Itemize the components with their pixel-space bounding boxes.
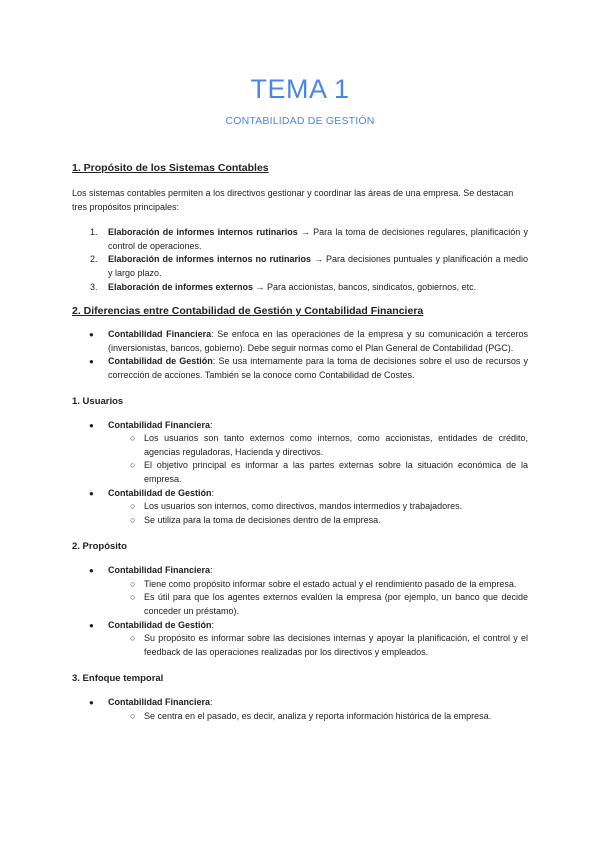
sub-list <box>108 710 528 724</box>
list-item: ● Contabilidad de Gestión: ○ Los usuarios son internos, como directivos, mandos intermedios y trabajadores. ○ Se utiliza para la toma de decisiones dentro de la empresa. <box>72 487 528 528</box>
section-heading-propositos: 1. Propósito de los Sistemas Contables <box>72 162 269 174</box>
sub-list <box>108 578 528 619</box>
list-item: ● Contabilidad de Gestión: ○ Su propósito es informar sobre las decisiones internas y apoyar la planificación, el control y el feedback de las operaciones realizadas por los directivos y empleados. <box>72 619 528 660</box>
sub-list-item: ○ Los usuarios son tanto externos como internos, como accionistas, entidades de crédito, agencias reguladoras, Hacienda y directivos. <box>130 433 528 457</box>
section-intro: Los sistemas contables permiten a los directivos gestionar y coordinar las áreas de una empresa. Se destacan tres propósitos principales: <box>72 188 514 212</box>
sub-list-item: ○ Se centra en el pasado, es decir, analiza y reporta información histórica de la empresa. <box>130 711 492 722</box>
bullet-list-enfoque <box>72 696 528 723</box>
sub-list-item: ○ Se utiliza para la toma de decisiones dentro de la empresa. <box>130 514 381 525</box>
page-title: TEMA 1 <box>250 74 350 104</box>
list-item: ● Contabilidad de Gestión: Se usa internamente para la toma de decisiones sobre el uso de recursos y corrección de acciones. También se la conoce como Contabilidad de Costes. <box>89 356 528 380</box>
numbered-list-propositos <box>72 226 528 294</box>
list-item: 1. Elaboración de informes internos rutinarios → Para la toma de decisiones regulares, planificación y control de operaciones. <box>90 227 528 251</box>
subheading-proposito: 2. Propósito <box>72 541 127 553</box>
sub-list <box>108 432 528 486</box>
sub-list <box>108 632 528 659</box>
page-subtitle: CONTABILIDAD DE GESTIÓN <box>225 115 375 127</box>
bullet-list-diferencias <box>72 328 528 382</box>
sub-list-item: ○ Su propósito es informar sobre las decisiones internas y apoyar la planificación, el control y el feedback de las operaciones realizadas por los directivos y empleados. <box>130 633 528 657</box>
sub-list-item: ○ Tiene como propósito informar sobre el estado actual y el rendimiento pasado de la empresa. <box>130 578 517 589</box>
section-heading-diferencias: 2. Diferencias entre Contabilidad de Gestión y Contabilidad Financiera <box>72 305 424 318</box>
sub-list-item: ○ El objetivo principal es informar a las partes externas sobre la situación económica de la empresa. <box>130 460 528 484</box>
sub-list-item: ○ Los usuarios son internos, como directivos, mandos intermedios y trabajadores. <box>130 501 463 512</box>
list-item: ● Contabilidad Financiera: ○ Los usuarios son tanto externos como internos, como accionistas, entidades de crédito, agencias reguladoras, Hacienda y directivos. ○ El objetivo principal es informar a las partes externas sobre la situación económica de la empresa. <box>72 419 528 487</box>
list-item: ● Contabilidad Financiera: Se enfoca en las operaciones de la empresa y su comunicación a terceros (inversionistas, bancos, gobierno). Debe seguir normas como el Plan General de Contabilidad (PGC). <box>89 329 529 353</box>
bullet-list-proposito <box>72 564 528 659</box>
subheading-enfoque-temporal: 3. Enfoque temporal <box>72 673 164 685</box>
list-item: ● Contabilidad Financiera: ○ Tiene como propósito informar sobre el estado actual y el rendimiento pasado de la empresa. ○ Es útil para que los agentes externos evalúen la empresa (por ejemplo, un banco que decide conceder un préstamo). <box>72 564 528 618</box>
sub-list-item: ○ Es útil para que los agentes externos evalúen la empresa (por ejemplo, un banco que decide conceder un préstamo). <box>130 592 528 617</box>
subheading-usuarios: 1. Usuarios <box>72 395 124 407</box>
list-item: 3. Elaboración de informes externos → Para accionistas, bancos, sindicatos, gobiernos, etc. <box>90 281 477 292</box>
list-item: 2. Elaboración de informes internos no rutinarios → Para decisiones puntuales y planificación a medio y largo plazo. <box>90 254 529 278</box>
list-item: ● Contabilidad Financiera: ○ Se centra en el pasado, es decir, analiza y reporta información histórica de la empresa. <box>72 696 528 723</box>
sub-list <box>108 500 528 527</box>
bullet-list-usuarios <box>72 419 528 528</box>
